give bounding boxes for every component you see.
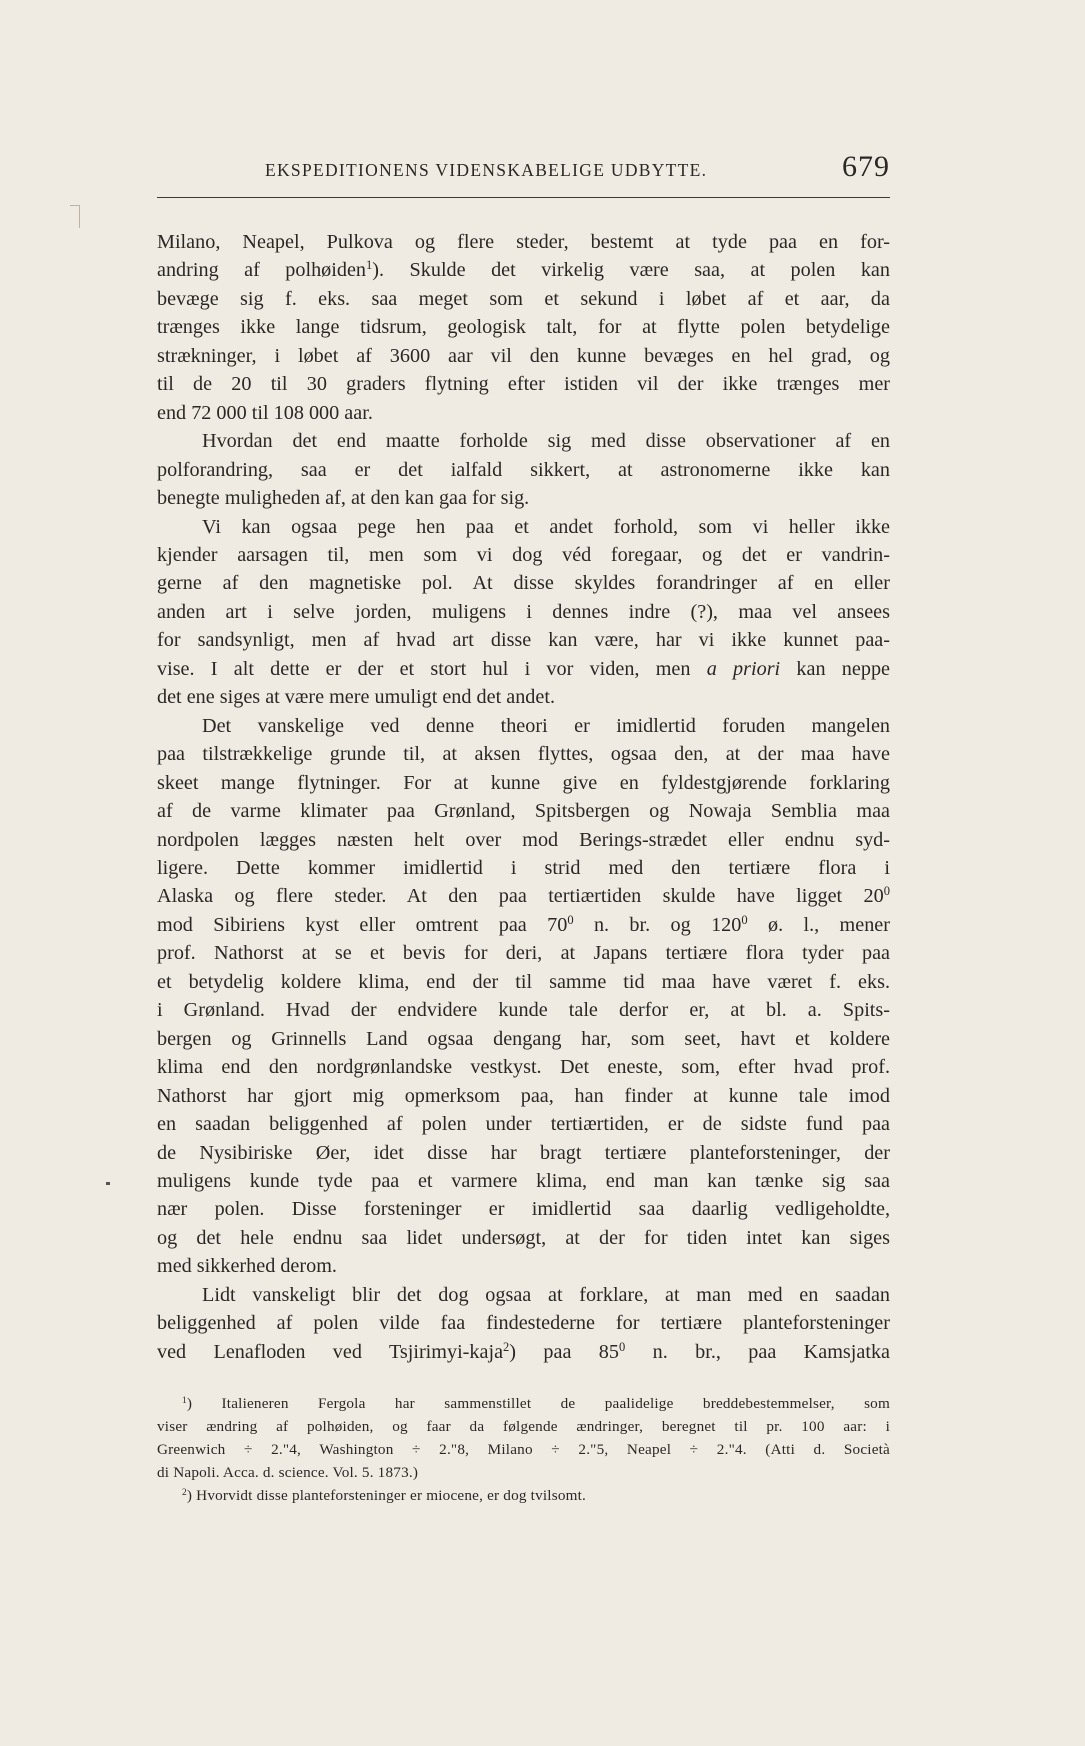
text-line: Det vanskelige ved denne theori er imidlertid foruden mangelen (202, 714, 890, 737)
footnote-line: di Napoli. Acca. d. science. Vol. 5. 1873.) (157, 1464, 419, 1481)
text-line: anden art i selve jorden, muligens i dennes indre (?), maa vel ansees (157, 600, 890, 623)
text-line: trænges ikke lange tidsrum, geologisk talt, for at flytte polen betydelige (157, 316, 890, 339)
text-line: Hvordan det end maatte forholde sig med disse observationer af en (202, 430, 890, 453)
footnote-ref[interactable]: 1 (366, 258, 373, 273)
margin-mark (70, 205, 80, 228)
running-head: EKSPEDITIONENS VIDENSKABELIGE UDBYTTE. (265, 160, 708, 180)
degree-sign: 0 (883, 884, 890, 899)
text-line: i Grønland. Hvad der endvidere kunde tale derfor er, at bl. a. Spits- (157, 999, 890, 1022)
text-line: end 72 000 til 108 000 aar. (157, 401, 373, 424)
degree-sign: 0 (567, 913, 574, 927)
text-line: gerne af den magnetiske pol. At disse skyldes forandringer af en eller (157, 572, 890, 595)
footnote-ref[interactable]: 2 (503, 1339, 510, 1354)
text-line: de Nysibiriske Øer, idet disse har bragt tertiære planteforsteninger, der (157, 1141, 890, 1164)
degree-sign: 0 (741, 913, 748, 927)
footnote-line: Greenwich ÷ 2."4, Washington ÷ 2."8, Milano ÷ 2."5, Neapel ÷ 2."4. (Atti d. Società (157, 1441, 890, 1458)
text-line: muligens kunde tyde paa et varmere klima, end man kan tænke sig saa (157, 1169, 890, 1192)
text-line: med sikkerhed derom. (157, 1255, 337, 1278)
text-line: bergen og Grinnells Land ogsaa dengang har, som seet, havt et koldere (157, 1027, 890, 1050)
text-line: til de 20 til 30 graders flytning efter istiden vil der ikke trænges mer (157, 373, 890, 396)
text-line: andring af polhøiden$^1$). Skulde det virkelig være saa, at polen kan (157, 258, 890, 282)
text-line: ved Lenafloden ved Tsjirimyi-kaja$^2$) paa $85^0$ n. br., paa Kamsjatka (157, 1339, 891, 1363)
text-line: Lidt vanskeligt blir det dog ogsaa at forklare, at man med en saadan (202, 1283, 890, 1306)
page-header (157, 152, 890, 192)
header-rule (157, 197, 890, 198)
italic-a-priori: a priori (706, 657, 781, 680)
text-line: prof. Nathorst at se et bevis for deri, at Japans tertiære flora tyder paa (157, 942, 890, 965)
text-line: bevæge sig f. eks. saa meget som et sekund i løbet af et aar, da (157, 287, 890, 310)
page-number: 679 (842, 150, 890, 183)
text-line: vise. I alt dette er der et stort hul i vor viden, men a priori kan neppe (157, 657, 891, 680)
text-line: af de varme klimater paa Grønland, Spitsbergen og Nowaja Semblia maa (157, 800, 890, 823)
text-line: Milano, Neapel, Pulkova og flere steder, bestemt at tyde paa en for- (157, 231, 890, 253)
text-line: nordpolen lægges næsten helt over mod Berings-strædet eller endnu syd- (157, 828, 890, 851)
footnote-1: $^1$) Italieneren Fergola har sammenstillet de paalidelige breddebestemmelser, som (182, 1395, 890, 1412)
text-line: kjender aarsagen til, men som vi dog véd foregaar, og det er vandrin- (157, 543, 890, 566)
footnotes (157, 1392, 890, 1507)
text-line: klima end den nordgrønlandske vestkyst. Det eneste, som, efter hvad prof. (157, 1056, 890, 1079)
text-line: mod Sibiriens kyst eller omtrent paa $70^0$ n. br. og $120^0$ ø. l., mener (157, 913, 890, 936)
footnote-line: viser ændring af polhøiden, og faar da følgende ændringer, beregnet til pr. 100 aar: i (157, 1418, 890, 1435)
margin-dot (106, 1182, 110, 1185)
text-line: et betydelig koldere klima, end der til samme tid maa have været f. eks. (157, 970, 890, 993)
text-line: nær polen. Disse forsteninger er imidlertid saa daarlig vedligeholdte, (157, 1198, 890, 1221)
text-line: og det hele endnu saa lidet undersøgt, at der for tiden intet kan siges (157, 1226, 890, 1249)
text-line: Nathorst har gjort mig opmerksom paa, han finder at kunne tale imod (157, 1084, 890, 1107)
text-line: Vi kan ogsaa pege hen paa et andet forhold, som vi heller ikke (202, 515, 890, 538)
text-line: beliggenhed af polen vilde faa findestederne for tertiære planteforsteninger (157, 1312, 890, 1335)
text-line: Alaska og flere steder. At den paa tertiærtiden skulde have ligget $20^0$ (157, 884, 890, 908)
degree-sign: 0 (618, 1339, 626, 1354)
footnote-marker: 2 (182, 1487, 187, 1498)
text-line: paa tilstrækkelige grunde til, at aksen flyttes, ogsaa den, at der maa have (157, 743, 890, 766)
text-line: det ene siges at være mere umuligt end det andet. (157, 686, 556, 709)
text-line: for sandsynligt, men af hvad art disse kan være, har vi ikke kunnet paa- (157, 629, 890, 652)
footnote-2: $^2$) Hvorvidt disse planteforsteninger er miocene, er dog tvilsomt. (182, 1487, 587, 1504)
text-line: strækninger, i løbet af 3600 aar vil den kunne bevæges en hel grad, og (157, 344, 890, 367)
text-line: skeet mange flytninger. For at kunne give en fyldestgjørende forklaring (157, 771, 890, 794)
body-text (157, 228, 890, 1366)
text-line: ligere. Dette kommer imidlertid i strid med den tertiære flora i (157, 856, 890, 879)
text-line: benegte muligheden af, at den kan gaa for sig. (157, 487, 530, 510)
footnote-marker: 1 (182, 1395, 187, 1406)
text-line: polforandring, saa er det ialfald sikkert, at astronomerne ikke kan (157, 458, 890, 481)
text-line: en saadan beliggenhed af polen under tertiærtiden, er de sidste fund paa (157, 1113, 890, 1136)
